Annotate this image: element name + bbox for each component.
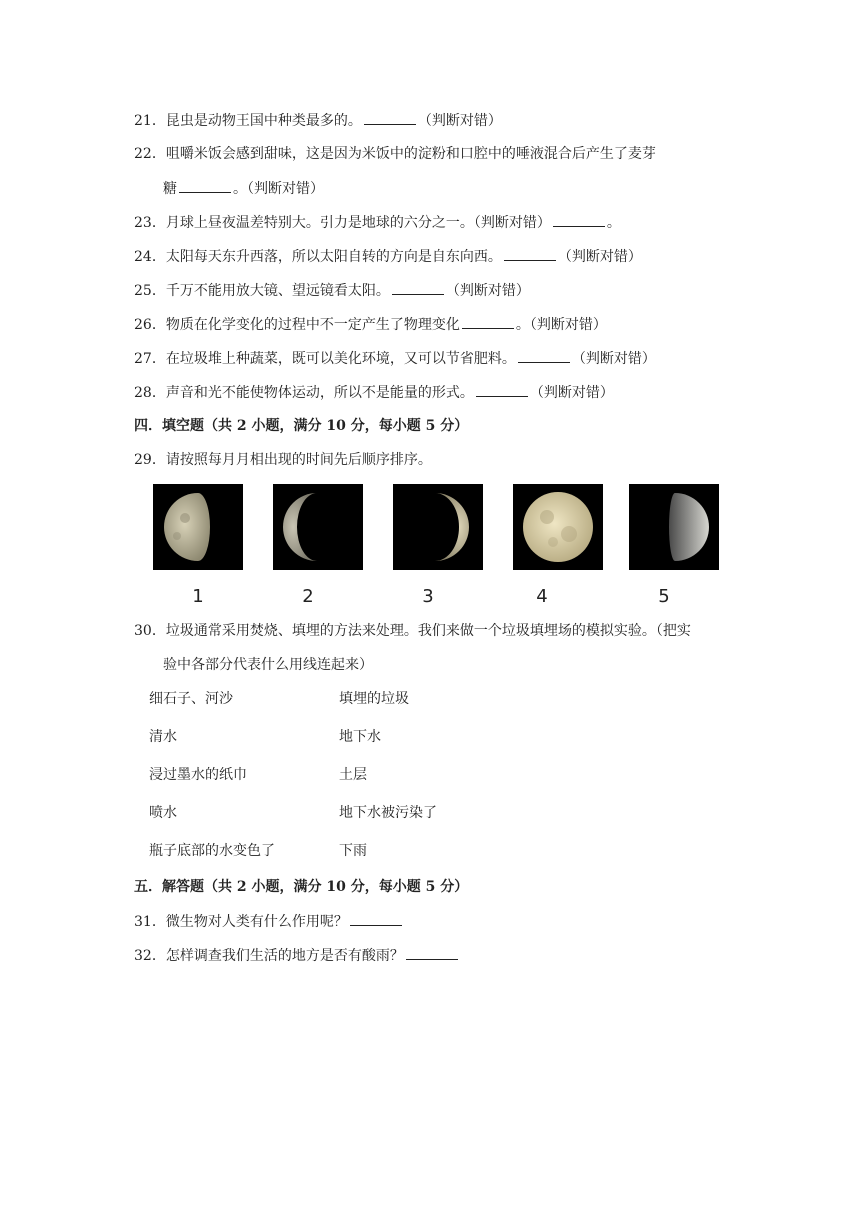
moon-phase-image-5	[629, 484, 719, 570]
section-5-heading: 五．解答题（共 2 小题，满分 10 分，每小题 5 分）	[134, 879, 469, 895]
answer-blank[interactable]	[476, 382, 528, 397]
section-4-heading: 四．填空题（共 2 小题，满分 10 分，每小题 5 分）	[134, 418, 469, 434]
moon-phase-image-4	[513, 484, 603, 570]
question-number: 27．	[134, 351, 166, 367]
question-number: 30．	[134, 623, 166, 639]
moon-phase-image-3	[393, 484, 483, 570]
moon-phase-image-1	[153, 484, 243, 570]
match-right-item[interactable]: 填埋的垃圾	[339, 691, 409, 707]
question-text: 垃圾通常采用焚烧、填埋的方法来处理。我们来做一个垃圾填埋场的模拟实验。（把实	[165, 623, 691, 639]
match-left-item[interactable]: 瓶子底部的水变色了	[149, 843, 275, 859]
question-text: 物质在化学变化的过程中不一定产生了物理变化	[165, 317, 460, 333]
question-text: 咀嚼米饭会感到甜味，这是因为米饭中的淀粉和口腔中的唾液混合后产生了麦芽	[165, 146, 656, 162]
question-23	[134, 212, 621, 233]
question-number: 26．	[134, 317, 166, 333]
question-suffix: （判断对错）	[417, 113, 502, 129]
question-text: 怎样调查我们生活的地方是否有酸雨？	[165, 948, 404, 964]
moon-label-3: 3	[422, 586, 434, 607]
match-left-item[interactable]: 清水	[149, 729, 177, 745]
waning-gibbous-moon-icon	[153, 484, 243, 570]
moon-phase-image-2	[273, 484, 363, 570]
question-number: 29．	[134, 452, 166, 468]
question-22-continued	[163, 178, 324, 199]
question-suffix: 。（判断对错）	[515, 317, 607, 333]
answer-blank[interactable]	[392, 280, 444, 295]
question-number: 23．	[134, 215, 166, 231]
answer-blank[interactable]	[179, 178, 231, 193]
moon-label-2: 2	[302, 586, 314, 607]
question-27	[134, 348, 656, 369]
question-suffix: （判断对错）	[529, 385, 614, 401]
question-text: 昆虫是动物王国中种类最多的。	[165, 113, 362, 129]
match-left-item[interactable]: 细石子、河沙	[149, 691, 233, 707]
question-number: 21．	[134, 113, 166, 129]
question-30	[134, 621, 691, 641]
answer-blank[interactable]	[406, 945, 458, 960]
question-suffix: （判断对错）	[571, 351, 656, 367]
question-number: 31．	[134, 914, 166, 930]
question-number: 24．	[134, 249, 166, 265]
answer-blank[interactable]	[364, 110, 416, 125]
answer-blank[interactable]	[350, 911, 402, 926]
question-text: 千万不能用放大镜、望远镜看太阳。	[165, 283, 390, 299]
question-number: 28．	[134, 385, 166, 401]
match-left-item[interactable]: 浸过墨水的纸巾	[149, 767, 247, 783]
question-text: 糖	[163, 181, 177, 197]
thin-crescent-moon-icon	[393, 484, 483, 570]
question-24	[134, 246, 642, 267]
question-22	[134, 144, 656, 164]
question-suffix: （判断对错）	[557, 249, 642, 265]
moon-label-5: 5	[658, 586, 670, 607]
question-32	[134, 945, 460, 966]
waning-crescent-moon-icon	[273, 484, 363, 570]
match-right-item[interactable]: 下雨	[339, 843, 367, 859]
question-text: 微生物对人类有什么作用呢？	[165, 914, 348, 930]
question-text: 请按照每月月相出现的时间先后顺序排序。	[165, 452, 432, 468]
match-right-item[interactable]: 地下水被污染了	[339, 805, 437, 821]
question-29	[134, 450, 432, 470]
question-number: 32．	[134, 948, 166, 964]
question-suffix: （判断对错）	[445, 283, 530, 299]
match-right-item[interactable]: 地下水	[339, 729, 381, 745]
question-26	[134, 314, 607, 335]
question-suffix: 。（判断对错）	[233, 181, 324, 197]
answer-blank[interactable]	[553, 212, 605, 227]
answer-blank[interactable]	[462, 314, 514, 329]
match-left-item[interactable]: 喷水	[149, 805, 177, 821]
question-21	[134, 110, 502, 131]
question-text: 太阳每天东升西落，所以太阳自转的方向是自东向西。	[165, 249, 502, 265]
question-text: 声音和光不能使物体运动，所以不是能量的形式。	[165, 385, 474, 401]
question-31	[134, 911, 404, 932]
question-25	[134, 280, 530, 301]
question-text: 在垃圾堆上种蔬菜，既可以美化环境，又可以节省肥料。	[165, 351, 516, 367]
answer-blank[interactable]	[504, 246, 556, 261]
last-quarter-moon-icon	[629, 484, 719, 570]
question-text: 月球上昼夜温差特别大。引力是地球的六分之一。（判断对错）	[165, 215, 551, 231]
moon-label-1: 1	[192, 586, 204, 607]
question-number: 22．	[134, 146, 166, 162]
question-number: 25．	[134, 283, 166, 299]
question-30-continued: 验中各部分代表什么用线连起来）	[163, 657, 373, 673]
question-28	[134, 382, 614, 403]
full-moon-icon	[513, 484, 603, 570]
match-right-item[interactable]: 土层	[339, 767, 367, 783]
moon-label-4: 4	[536, 586, 548, 607]
question-suffix: 。	[606, 215, 621, 231]
answer-blank[interactable]	[518, 348, 570, 363]
